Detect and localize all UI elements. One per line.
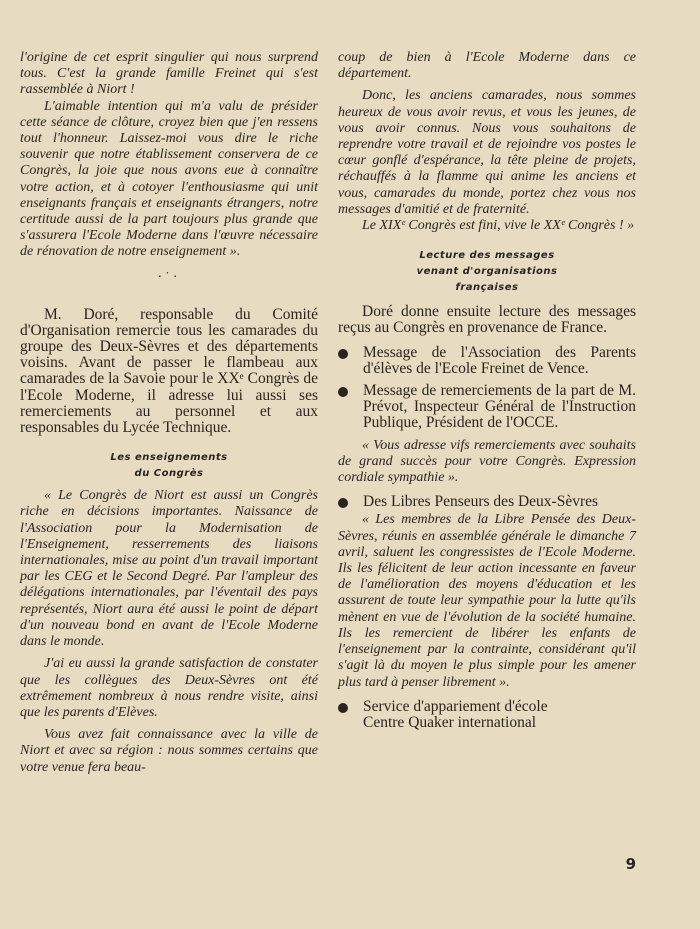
- heading-line: françaises: [455, 282, 519, 294]
- right-column: [338, 50, 636, 731]
- list-item-text: Des Libres Penseurs des Deux-Sèvres: [363, 493, 599, 511]
- list-item: [338, 699, 636, 731]
- bullet-icon: [338, 498, 348, 508]
- bullet-icon: [338, 349, 348, 359]
- list-item-text: Service d'appariement d'école: [363, 697, 548, 715]
- bullet-icon: [338, 703, 348, 713]
- quotation: « Les membres de la Libre Pensée des Deux-Sèvres, réunis en assemblée générale le dimanche 7 avril, saluent les congressistes de l'Ecole Moderne. Ils les félicitent de leur action incessante en faveur de l'amélioration des moyens d'éducation et les assurent de toute leur sympathie pour la lutte qu'ils mènent en vue de l'évolution de la société humaine. Ils les remercient de libérer les enfants de l'enseignement par la contrainte, considérant qu'il s'agit là du moyen le plus simple pour les amener plus tard à penser librement ».: [338, 512, 636, 690]
- page-number: 9: [625, 855, 636, 873]
- section-heading: [20, 450, 318, 482]
- heading-line: venant d'organisations: [416, 266, 558, 278]
- paragraph: Vous avez fait connaissance avec la ville de Niort et avec sa région : nous sommes certains que votre venue fera beau-: [20, 727, 318, 775]
- paragraph: Le XIXᵉ Congrès est fini, vive le XXᵉ Congrès ! »: [362, 218, 635, 234]
- section-separator: ·˙·: [157, 269, 181, 285]
- bullet-icon: [338, 387, 348, 397]
- left-column: [20, 50, 318, 776]
- heading-line: Les enseignements: [110, 452, 228, 464]
- section-heading: [338, 248, 636, 296]
- heading-line: Lecture des messages: [419, 250, 555, 262]
- list-item: [338, 494, 636, 510]
- list-item: [338, 345, 636, 377]
- list-item-text: Message de l'Association des Parents d'élèves de l'Ecole Freinet de Vence.: [363, 343, 636, 377]
- paragraph: M. Doré, responsable du Comité d'Organisation remercie tous les camarades du groupe des Deux-Sèvres et des départements voisins. Avant de passer le flambeau aux camarades de la Savoie pour le XXᵉ Congrès de l'Ecole Moderne, il adresse lui aussi ses remerciements au personnel et aux responsables du Lycée Technique.: [20, 305, 318, 437]
- paragraph: L'aimable intention qui m'a valu de présider cette séance de clôture, croyez bien que j'en ressens tout l'honneur. Laissez-moi vous dire le riche souvenir que notre établissement conservera de ce Congrès, la joie que nous avons eue à connaître votre action, et à cotoyer l'enthousiasme qui unit enseignants français et enseignants étrangers, notre certitude aussi de la part toujours plus grande que s'assurera l'Ecole Moderne dans l'œuvre nécessaire de rénovation de notre enseignement ».: [20, 98, 318, 260]
- list-item-text: Centre Quaker international: [363, 713, 537, 731]
- paragraph: J'ai eu aussi la grande satisfaction de constater que les collègues des Deux-Sèvres ont été extrêmement nombreux à nous rendre visite, ainsi que les parents d'Elèves.: [20, 656, 318, 720]
- paragraph: coup de bien à l'Ecole Moderne dans ce département.: [338, 50, 636, 82]
- paragraph: « Le Congrès de Niort est aussi un Congrès riche en décisions importantes. Naissance de l'Association pour la Modernisation de l'Enseignement, resserrements des liaisons internationales, mise au point d'un travail important par les CEG et le Second Degré. Par l'ampleur des délégations internationales, par l'éventail des pays représentés, Niort aura été aussi le point de départ d'un nouveau bond en avant de l'Ecole Moderne dans le monde.: [20, 488, 318, 650]
- paragraph: l'origine de cet esprit singulier qui nous surprend tous. C'est la grande famille Freinet qui s'est rassemblée à Niort !: [20, 50, 318, 98]
- paragraph: Donc, les anciens camarades, nous sommes heureux de vous avoir revus, et vous les jeunes, de vous avoir connus. Nous vous souhaitons de reprendre votre travail et de rejoindre vos postes le cœur gonflé d'espérance, la tête pleine de projets, réchauffés à la flamme qui anime les anciens et vous, camarades du monde, portez chez vous nos messages d'amitié et de fraternité.: [338, 88, 636, 217]
- list-item-text: Message de remerciements de la part de M. Prévot, Inspecteur Général de l'Instruction Publique, Président de l'OCCE.: [363, 382, 636, 432]
- paragraph: Doré donne ensuite lecture des messages reçus au Congrès en provenance de France.: [338, 303, 636, 337]
- heading-line: du Congrès: [134, 468, 204, 480]
- list-item: [338, 383, 636, 432]
- quotation: « Vous adresse vifs remerciements avec souhaits de grand succès pour votre Congrès. Expression cordiale sympathie ».: [338, 437, 636, 486]
